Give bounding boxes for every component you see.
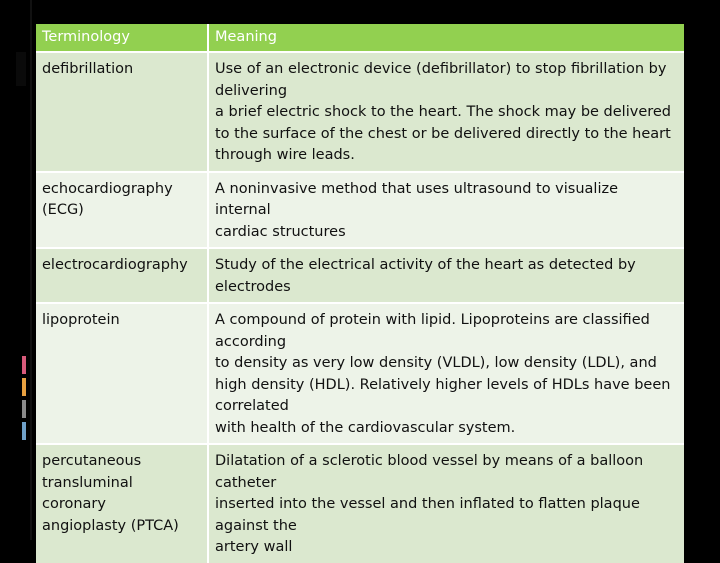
slide-left-rule (30, 0, 32, 540)
meaning-cell (209, 302, 684, 443)
term-cell (36, 247, 209, 302)
meaning-text: inserted into the vessel and then inflated to flatten plaque (215, 496, 640, 512)
meaning-text: artery wall (215, 539, 293, 555)
table-row (36, 302, 684, 443)
meaning-text: Use of an electronic device (defibrillator) to stop fibrillation by (215, 61, 667, 77)
slide-decoration-bar (22, 400, 26, 418)
header-terminology: Terminology (36, 24, 209, 51)
meaning-text: high density (HDL). Relatively higher levels of HDLs have been (215, 376, 671, 393)
meaning-text: electrodes (215, 278, 291, 295)
table-row (36, 247, 684, 302)
term-cell (36, 443, 209, 563)
term-text: (ECG) (42, 202, 84, 218)
header-meaning: Meaning (209, 24, 684, 51)
meaning-cell (209, 171, 684, 248)
meaning-text: A noninvasive method that uses ultrasound to visualize (215, 180, 619, 197)
table-row (36, 443, 684, 563)
terminology-table (36, 24, 684, 563)
meaning-cell (209, 247, 684, 302)
term-text: electrocardiography (42, 257, 188, 273)
term-text: angioplasty (PTCA) (42, 517, 179, 534)
table-row (36, 171, 684, 248)
term-cell (36, 171, 209, 248)
meaning-text: a brief electric shock to the heart. The shock may be delivered (215, 104, 672, 120)
meaning-cell (209, 51, 684, 171)
meaning-text: A compound of protein with lipid. Lipoproteins are classified (215, 312, 650, 328)
term-text: echocardiography (42, 180, 173, 197)
meaning-cell (209, 443, 684, 563)
table-header-row (36, 24, 684, 51)
meaning-text: through wire leads. (215, 147, 355, 163)
meaning-text: to the surface of the chest or be delivered directly to the heart (215, 125, 671, 142)
meaning-text: according (215, 333, 287, 350)
meaning-text: Dilatation of a sclerotic blood vessel by means of a balloon (215, 453, 644, 469)
slide-decoration-bar (22, 356, 26, 374)
term-text: coronary (42, 496, 106, 512)
term-cell (36, 302, 209, 443)
meaning-text: correlated (215, 398, 289, 414)
meaning-text: against the (215, 517, 297, 534)
slide-decoration-bar (22, 378, 26, 396)
meaning-text: internal (215, 202, 271, 218)
term-text: transluminal (42, 474, 133, 491)
term-text: percutaneous (42, 453, 142, 469)
term-text: lipoprotein (42, 312, 120, 328)
meaning-text: catheter (215, 474, 277, 491)
table-row (36, 51, 684, 171)
slide-decoration-bar (22, 422, 26, 440)
term-text: defibrillation (42, 61, 134, 77)
meaning-text: to density as very low density (VLDL), low density (LDL), and (215, 355, 657, 371)
term-cell (36, 51, 209, 171)
meaning-text: Study of the electrical activity of the heart as detected by (215, 257, 636, 273)
meaning-text: with health of the cardiovascular system. (215, 419, 516, 436)
meaning-text: cardiac structures (215, 223, 346, 240)
slide-decoration-block (16, 52, 26, 86)
meaning-text: delivering (215, 82, 288, 99)
